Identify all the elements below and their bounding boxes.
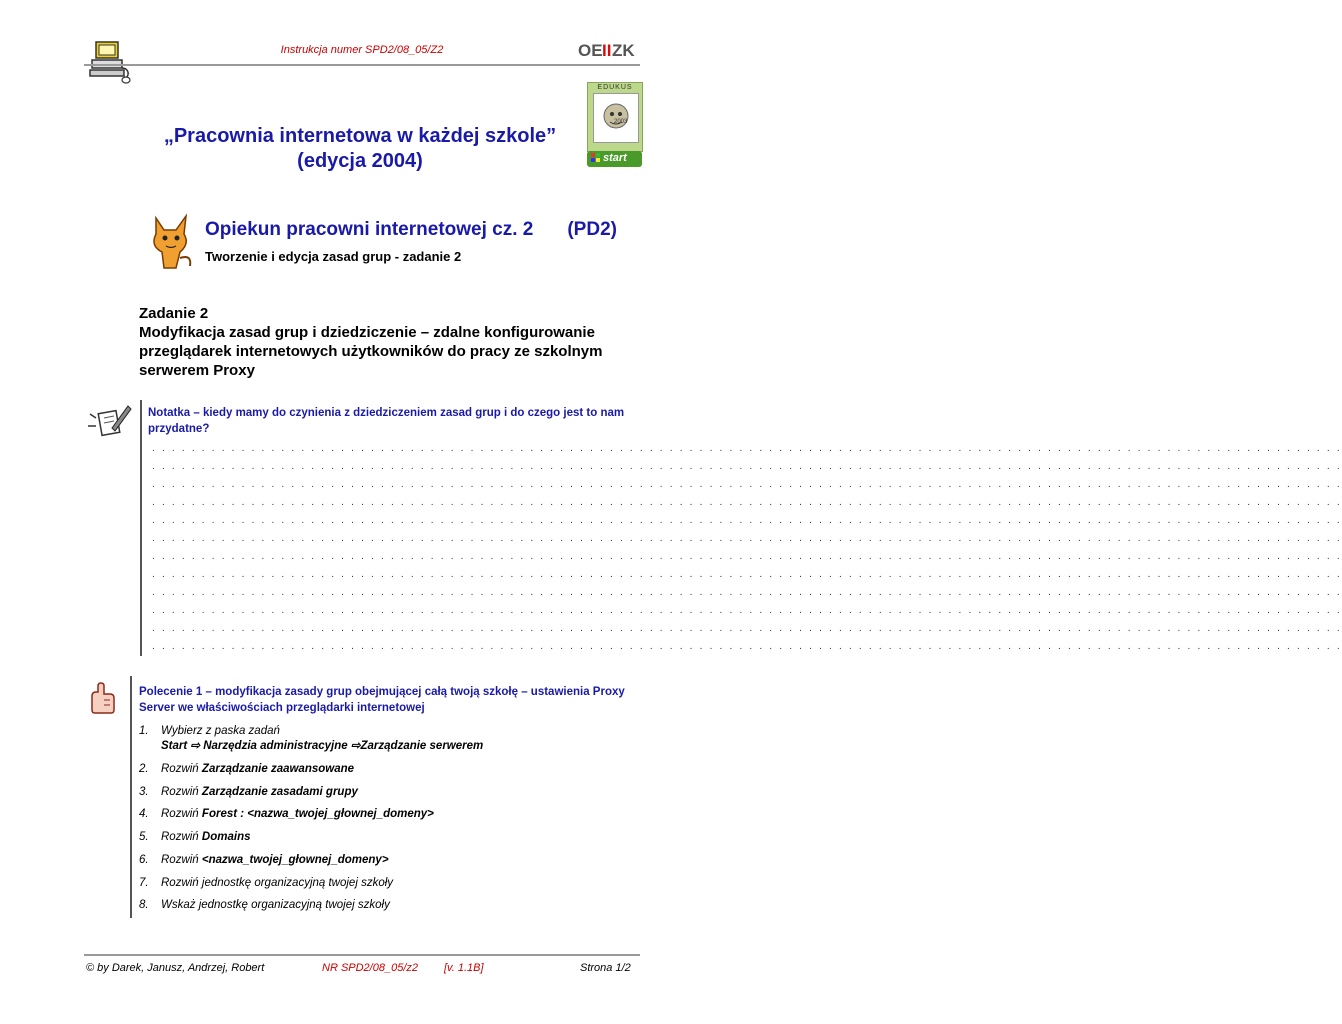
edukus-year: 2003 [614, 119, 628, 125]
step-number: 2. [139, 763, 149, 775]
note-line: . . . . . . . . . . . . . . . . . . . . . . . . . . . . . . . . . . . . . . . . . . . . . . . . . . . . . . . . . . . . . . . . . . . . . . . . . . . . . . . . . . . . . . . . . . . . . . . . . . . . . . . . . . . . . . . . . . . . . . . . [152, 569, 1342, 580]
note-line: . . . . . . . . . . . . . . . . . . . . . . . . . . . . . . . . . . . . . . . . . . . . . . . . . . . . . . . . . . . . . . . . . . . . . . . . . . . . . . . . . . . . . . . . . . . . . . . . . . . . . . . . . . . . . . . . . . . . . . . . [152, 623, 1342, 634]
edukus-mascot-icon [594, 94, 638, 142]
step-text: Wskaż jednostkę organizacyjną twojej szkoły [161, 899, 390, 911]
svg-text:ZK: ZK [612, 41, 635, 60]
step-target: <nazwa_twojej_głownej_domeny> [201, 854, 389, 866]
windows-flag-icon [591, 153, 601, 163]
note-line: . . . . . . . . . . . . . . . . . . . . . . . . . . . . . . . . . . . . . . . . . . . . . . . . . . . . . . . . . . . . . . . . . . . . . . . . . . . . . . . . . . . . . . . . . . . . . . . . . . . . . . . . . . . . . . . . . . . . . . . . [152, 605, 1342, 616]
oeiizk-logo [578, 40, 640, 65]
step-text: Wybierz z paska zadań [161, 725, 280, 737]
pointing-hand-icon [86, 680, 122, 716]
step-5 [139, 830, 251, 845]
footer-version: [v. 1.1B] [444, 962, 484, 974]
footer-doc-number: NR SPD2/08_05/z2 [322, 962, 418, 974]
note-line: . . . . . . . . . . . . . . . . . . . . . . . . . . . . . . . . . . . . . . . . . . . . . . . . . . . . . . . . . . . . . . . . . . . . . . . . . . . . . . . . . . . . . . . . . . . . . . . . . . . . . . . . . . . . . . . . . . . . . . . . [152, 479, 1342, 490]
task-description: Modyfikacja zasad grup i dziedziczenie – zdalne konfigurowanie przeglądarek internetowych użytkowników do pracy ze szkolnym serwerem Proxy [139, 324, 603, 379]
course-subtitle [205, 219, 617, 241]
step-text: Rozwiń jednostkę organizacyjną twojej szkoły [161, 877, 394, 889]
command-heading: Polecenie 1 – modyfikacja zasady grup obejmującej całą twoją szkołę – ustawienia Proxy Server we właściwościach przeglądarki internetowej [139, 686, 625, 714]
title-line-2: (edycja 2004) [297, 150, 423, 172]
page-title [140, 124, 580, 174]
step-path: Start ⇨ Narzędzia administracyjne ⇨Zarządzanie serwerem [161, 740, 484, 752]
note-line: . . . . . . . . . . . . . . . . . . . . . . . . . . . . . . . . . . . . . . . . . . . . . . . . . . . . . . . . . . . . . . . . . . . . . . . . . . . . . . . . . . . . . . . . . . . . . . . . . . . . . . . . . . . . . . . . . . . . . . . . [152, 587, 1342, 598]
fox-mascot-icon [146, 214, 196, 272]
step-target: Zarządzanie zasadami grupy [201, 786, 358, 798]
step-6 [139, 853, 389, 868]
step-text: Rozwiń [161, 808, 199, 820]
computer-icon [86, 38, 134, 86]
subtitle-topic: Tworzenie i edycja zasad grup - zadanie 2 [205, 249, 462, 264]
step-target: Domains [201, 831, 251, 843]
command-divider [130, 676, 132, 918]
step-number: 5. [139, 831, 149, 843]
step-7 [139, 876, 393, 891]
svg-text:II: II [602, 41, 612, 60]
title-line-1: „Pracownia internetowa w każdej szkole” [163, 125, 557, 147]
svg-text:OE: OE [578, 41, 603, 60]
note-line: . . . . . . . . . . . . . . . . . . . . . . . . . . . . . . . . . . . . . . . . . . . . . . . . . . . . . . . . . . . . . . . . . . . . . . . . . . . . . . . . . . . . . . . . . . . . . . . . . . . . . . . . . . . . . . . . . . . . . . . . [152, 497, 1342, 508]
step-number: 6. [139, 854, 149, 866]
step-number: 7. [139, 877, 149, 889]
step-2 [139, 762, 354, 777]
note-line: . . . . . . . . . . . . . . . . . . . . . . . . . . . . . . . . . . . . . . . . . . . . . . . . . . . . . . . . . . . . . . . . . . . . . . . . . . . . . . . . . . . . . . . . . . . . . . . . . . . . . . . . . . . . . . . . . . . . . . . . [152, 533, 1342, 544]
step-3 [139, 785, 358, 800]
step-4 [139, 807, 434, 822]
note-line: . . . . . . . . . . . . . . . . . . . . . . . . . . . . . . . . . . . . . . . . . . . . . . . . . . . . . . . . . . . . . . . . . . . . . . . . . . . . . . . . . . . . . . . . . . . . . . . . . . . . . . . . . . . . . . . . . . . . . . . . [152, 515, 1342, 526]
step-text: Rozwiń [161, 854, 199, 866]
note-divider [140, 400, 142, 656]
note-line: . . . . . . . . . . . . . . . . . . . . . . . . . . . . . . . . . . . . . . . . . . . . . . . . . . . . . . . . . . . . . . . . . . . . . . . . . . . . . . . . . . . . . . . . . . . . . . . . . . . . . . . . . . . . . . . . . . . . . . . . [152, 641, 1342, 652]
step-target: Forest : <nazwa_twojej_głownej_domeny> [201, 808, 434, 820]
step-number: 8. [139, 899, 149, 911]
step-text: Rozwiń [161, 786, 199, 798]
note-line: . . . . . . . . . . . . . . . . . . . . . . . . . . . . . . . . . . . . . . . . . . . . . . . . . . . . . . . . . . . . . . . . . . . . . . . . . . . . . . . . . . . . . . . . . . . . . . . . . . . . . . . . . . . . . . . . . . . . . . . . [152, 551, 1342, 562]
edukus-badge [587, 82, 643, 152]
instruction-number: Instrukcja numer SPD2/08_05/Z2 [280, 44, 444, 56]
subtitle-text: Opiekun pracowni internetowej cz. 2 [205, 219, 534, 240]
step-number: 3. [139, 786, 149, 798]
edukus-label: EDUKUS [597, 84, 633, 91]
note-line: . . . . . . . . . . . . . . . . . . . . . . . . . . . . . . . . . . . . . . . . . . . . . . . . . . . . . . . . . . . . . . . . . . . . . . . . . . . . . . . . . . . . . . . . . . . . . . . . . . . . . . . . . . . . . . . . . . . . . . . . [152, 461, 1342, 472]
step-number: 1. [139, 725, 149, 737]
footer-page-number: Strona 1/2 [580, 962, 631, 974]
step-text: Rozwiń [161, 831, 199, 843]
footer-divider [84, 954, 640, 956]
start-label: start [603, 152, 627, 164]
task-heading: Zadanie 2 [139, 305, 209, 322]
step-number: 4. [139, 808, 149, 820]
step-text: Rozwiń [161, 763, 199, 775]
task-block [139, 304, 659, 380]
step-8 [139, 898, 390, 913]
header-divider [84, 64, 640, 66]
footer-authors: © by Darek, Janusz, Andrzej, Robert [86, 962, 265, 974]
step-target: Zarządzanie zaawansowane [201, 763, 355, 775]
note-heading: Notatka – kiedy mamy do czynienia z dziedziczeniem zasad grup i do czego jest to nam przydatne? [148, 407, 625, 435]
note-line: . . . . . . . . . . . . . . . . . . . . . . . . . . . . . . . . . . . . . . . . . . . . . . . . . . . . . . . . . . . . . . . . . . . . . . . . . . . . . . . . . . . . . . . . . . . . . . . . . . . . . . . . . . . . . . . . . . . . . . . . [152, 443, 1342, 454]
step-1 [139, 724, 483, 754]
subtitle-code: (PD2) [567, 219, 617, 240]
start-button [587, 151, 642, 167]
note-pen-icon [86, 400, 132, 440]
